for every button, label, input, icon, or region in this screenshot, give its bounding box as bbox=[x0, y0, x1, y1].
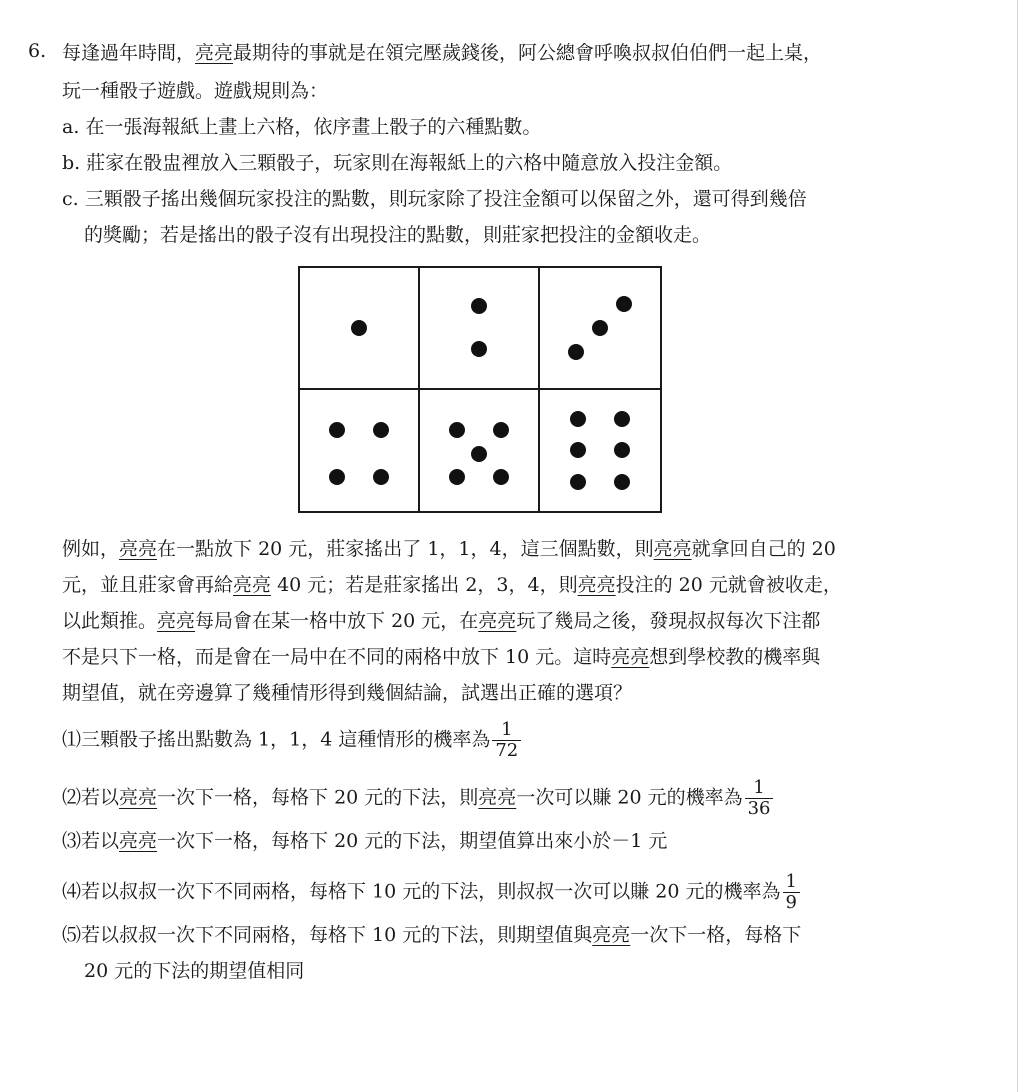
text-segment: 最期待的事就是在領完壓歲錢後，阿公總會呼喚叔叔伯伯們一起上桌， bbox=[233, 42, 823, 64]
fraction-numerator: 1 bbox=[785, 871, 797, 892]
dice-pip bbox=[614, 442, 630, 458]
text-segment: 玩了幾局之後，發現叔叔每次下注都 bbox=[516, 610, 821, 632]
text-segment: 例如， bbox=[62, 538, 120, 560]
underlined-name: 亮亮 bbox=[577, 574, 616, 596]
example-line bbox=[62, 680, 632, 706]
intro-line bbox=[62, 40, 822, 66]
dice-pip bbox=[570, 411, 586, 427]
text-segment: 一次下一格，每格下 20 元的下法，期望值算出來小於－1 元 bbox=[157, 830, 668, 852]
dice-pip bbox=[449, 422, 465, 438]
dice-faces-grid bbox=[298, 266, 662, 513]
underlined-name: 亮亮 bbox=[119, 830, 158, 852]
text-segment: 投注的 20 元就會被收走， bbox=[615, 574, 842, 596]
dice-pip bbox=[351, 320, 367, 336]
dice-pip bbox=[471, 341, 487, 357]
underlined-name: 亮亮 bbox=[611, 646, 650, 668]
underlined-name: 亮亮 bbox=[157, 610, 196, 632]
fraction-denominator: 36 bbox=[745, 798, 774, 819]
scan-edge-line bbox=[1017, 0, 1018, 1092]
option-4 bbox=[62, 872, 800, 913]
dice-pip bbox=[373, 469, 389, 485]
fraction bbox=[745, 778, 774, 819]
dice-face-5 bbox=[420, 390, 540, 512]
intro-line bbox=[62, 78, 328, 104]
text-segment: 期望值，就在旁邊算了幾種情形得到幾個結論，試選出正確的選項？ bbox=[62, 682, 633, 704]
rule-a bbox=[62, 114, 541, 140]
text-segment: 每局會在某一格中放下 20 元，在 bbox=[195, 610, 479, 632]
example-line bbox=[62, 572, 842, 598]
dice-face-2 bbox=[420, 268, 540, 390]
underlined-name: 亮亮 bbox=[233, 574, 272, 596]
dice-pip bbox=[614, 474, 630, 490]
text-segment: 一次可以賺 20 元的機率為 bbox=[516, 786, 743, 809]
text-segment: 玩一種骰子遊戲。遊戲規則為： bbox=[62, 80, 329, 102]
fraction-denominator: 72 bbox=[492, 740, 521, 761]
dice-face-1 bbox=[300, 268, 420, 390]
text-segment: ⑷若以叔叔一次下不同兩格，每格下 10 元的下法，則叔叔一次可以賺 20 元的機率為 bbox=[62, 880, 781, 903]
text-segment: c. 三顆骰子搖出幾個玩家投注的點數，則玩家除了投注金額可以保留之外，還可得到幾倍 bbox=[62, 188, 807, 210]
example-line bbox=[62, 536, 836, 562]
dice-pip bbox=[616, 296, 632, 312]
text-segment: 元，並且莊家會再給 bbox=[62, 574, 234, 596]
example-line bbox=[62, 644, 820, 670]
text-segment: 的獎勵；若是搖出的骰子沒有出現投注的點數，則莊家把投注的金額收走。 bbox=[84, 224, 712, 246]
text-segment: 想到學校教的機率與 bbox=[649, 646, 821, 668]
text-segment: 在一點放下 20 元，莊家搖出了 1，1，4，這三個點數，則 bbox=[157, 538, 654, 560]
dice-face-6 bbox=[540, 390, 660, 512]
underlined-name: 亮亮 bbox=[478, 610, 517, 632]
text-segment: ⑸若以叔叔一次下不同兩格，每格下 10 元的下法，則期望值與 bbox=[62, 924, 593, 946]
dice-pip bbox=[570, 442, 586, 458]
rule-b bbox=[62, 150, 732, 176]
option-2 bbox=[62, 778, 773, 819]
option-5-continued bbox=[84, 958, 304, 984]
dice-pip bbox=[570, 474, 586, 490]
dice-pip bbox=[614, 411, 630, 427]
dice-pip bbox=[471, 446, 487, 462]
fraction-numerator: 1 bbox=[501, 719, 513, 740]
dice-pip bbox=[568, 344, 584, 360]
option-3 bbox=[62, 828, 667, 854]
fraction-numerator: 1 bbox=[753, 777, 765, 798]
text-segment: ⑴三顆骰子搖出點數為 1，1，4 這種情形的機率為 bbox=[62, 728, 491, 751]
dice-pip bbox=[592, 320, 608, 336]
text-segment: 以此類推。 bbox=[62, 610, 158, 632]
underlined-name: 亮亮 bbox=[195, 42, 234, 64]
dice-pip bbox=[471, 298, 487, 314]
underlined-name: 亮亮 bbox=[119, 786, 158, 809]
text-segment: b. 莊家在骰盅裡放入三顆骰子，玩家則在海報紙上的六格中隨意放入投注金額。 bbox=[62, 152, 733, 174]
text-segment: ⑶若以 bbox=[62, 830, 120, 852]
dice-pip bbox=[493, 422, 509, 438]
text-segment: a. 在一張海報紙上畫上六格，依序畫上骰子的六種點數。 bbox=[62, 116, 542, 138]
option-5 bbox=[62, 922, 801, 948]
text-segment: 一次下一格，每格下 bbox=[630, 924, 802, 946]
underlined-name: 亮亮 bbox=[653, 538, 692, 560]
dice-face-3 bbox=[540, 268, 660, 390]
dice-pip bbox=[373, 422, 389, 438]
fraction-denominator: 9 bbox=[783, 892, 800, 913]
text-segment: 20 元的下法的期望值相同 bbox=[84, 960, 305, 982]
dice-pip bbox=[493, 469, 509, 485]
text-segment: 就拿回自己的 20 bbox=[691, 538, 836, 560]
text-segment: 40 元；若是莊家搖出 2，3，4，則 bbox=[271, 574, 578, 596]
underlined-name: 亮亮 bbox=[478, 786, 517, 809]
question-number: 6. bbox=[28, 40, 47, 62]
text-segment: 一次下一格，每格下 20 元的下法，則 bbox=[157, 786, 479, 809]
dice-face-4 bbox=[300, 390, 420, 512]
underlined-name: 亮亮 bbox=[592, 924, 631, 946]
text-segment: 每逢過年時間， bbox=[62, 42, 196, 64]
dice-pip bbox=[449, 469, 465, 485]
rule-c-continued bbox=[84, 222, 711, 248]
text-segment: ⑵若以 bbox=[62, 786, 120, 809]
example-line bbox=[62, 608, 820, 634]
option-1 bbox=[62, 720, 521, 761]
dice-pip bbox=[329, 469, 345, 485]
fraction bbox=[783, 872, 800, 913]
dice-pip bbox=[329, 422, 345, 438]
underlined-name: 亮亮 bbox=[119, 538, 158, 560]
fraction bbox=[492, 720, 521, 761]
text-segment: 不是只下一格，而是會在一局中在不同的兩格中放下 10 元。這時 bbox=[62, 646, 612, 668]
rule-c bbox=[62, 186, 807, 212]
